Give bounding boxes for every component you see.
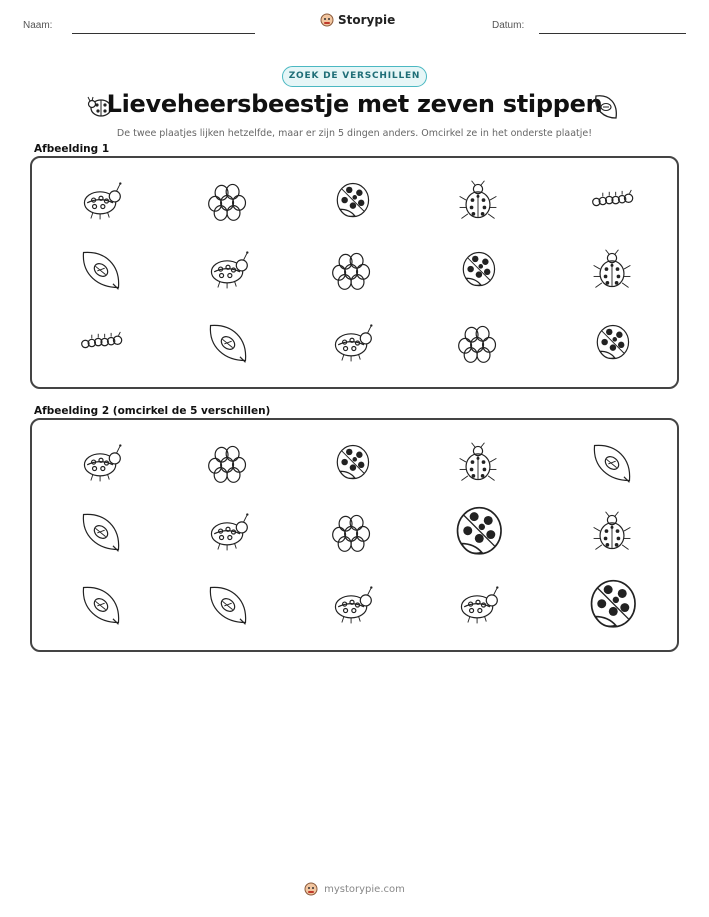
- title-leaf-icon: [592, 92, 620, 122]
- leaf-icon: [205, 320, 251, 370]
- ladybug-top-icon: [455, 178, 501, 228]
- ladybug-oval-large-icon[interactable]: [580, 573, 644, 641]
- egg-cluster-icon: [455, 320, 501, 370]
- name-label: Naam:: [23, 20, 53, 31]
- picture1-panel: [30, 156, 679, 389]
- leaf-icon[interactable]: [78, 509, 124, 559]
- ladybug-top-icon[interactable]: [589, 509, 635, 559]
- ladybug-side-icon[interactable]: [205, 509, 251, 559]
- caterpillar-icon: [78, 320, 124, 370]
- page-title: Lieveheersbeestje met zeven stippen: [106, 90, 603, 118]
- ladybug-top-icon: [589, 247, 635, 297]
- date-label: Datum:: [492, 20, 525, 31]
- ladybug-oval-icon: [455, 247, 501, 297]
- egg-cluster-icon[interactable]: [329, 509, 375, 559]
- egg-cluster-icon: [205, 178, 251, 228]
- ladybug-oval-icon: [589, 320, 635, 370]
- ladybug-side-icon[interactable]: [78, 440, 124, 490]
- leaf-icon: [78, 247, 124, 297]
- instructions: De twee plaatjes lijken hetzelfde, maar er zijn 5 dingen anders. Omcirkel ze in het onderste plaatje!: [116, 128, 593, 139]
- ladybug-side-icon: [329, 320, 375, 370]
- egg-cluster-icon: [329, 247, 375, 297]
- name-field[interactable]: [72, 33, 255, 34]
- ladybug-side-icon[interactable]: [455, 582, 501, 632]
- ladybug-top-icon[interactable]: [455, 440, 501, 490]
- picture2-panel[interactable]: [30, 418, 679, 652]
- footer-url: mystorypie.com: [324, 883, 405, 895]
- brand-name: Storypie: [338, 13, 396, 27]
- picture1-label: Afbeelding 1: [34, 143, 110, 155]
- ladybug-side-icon[interactable]: [329, 582, 375, 632]
- ladybug-oval-large-icon[interactable]: [446, 500, 510, 568]
- ladybug-oval-icon[interactable]: [329, 440, 375, 490]
- picture2-label: Afbeelding 2 (omcirkel de 5 verschillen): [34, 405, 271, 417]
- ladybug-side-icon: [205, 247, 251, 297]
- footer-mascot-icon: [304, 882, 318, 896]
- leaf-icon[interactable]: [589, 440, 635, 490]
- leaf-icon[interactable]: [78, 582, 124, 632]
- date-field[interactable]: [539, 33, 686, 34]
- footer: [0, 882, 709, 896]
- ladybug-oval-icon: [329, 178, 375, 228]
- egg-cluster-icon[interactable]: [205, 440, 251, 490]
- brand-logo: [320, 13, 395, 27]
- storypie-mascot-icon: [320, 13, 334, 27]
- ladybug-side-icon: [78, 178, 124, 228]
- caterpillar-icon: [589, 178, 635, 228]
- category-badge: ZOEK DE VERSCHILLEN: [282, 66, 427, 87]
- leaf-icon[interactable]: [205, 582, 251, 632]
